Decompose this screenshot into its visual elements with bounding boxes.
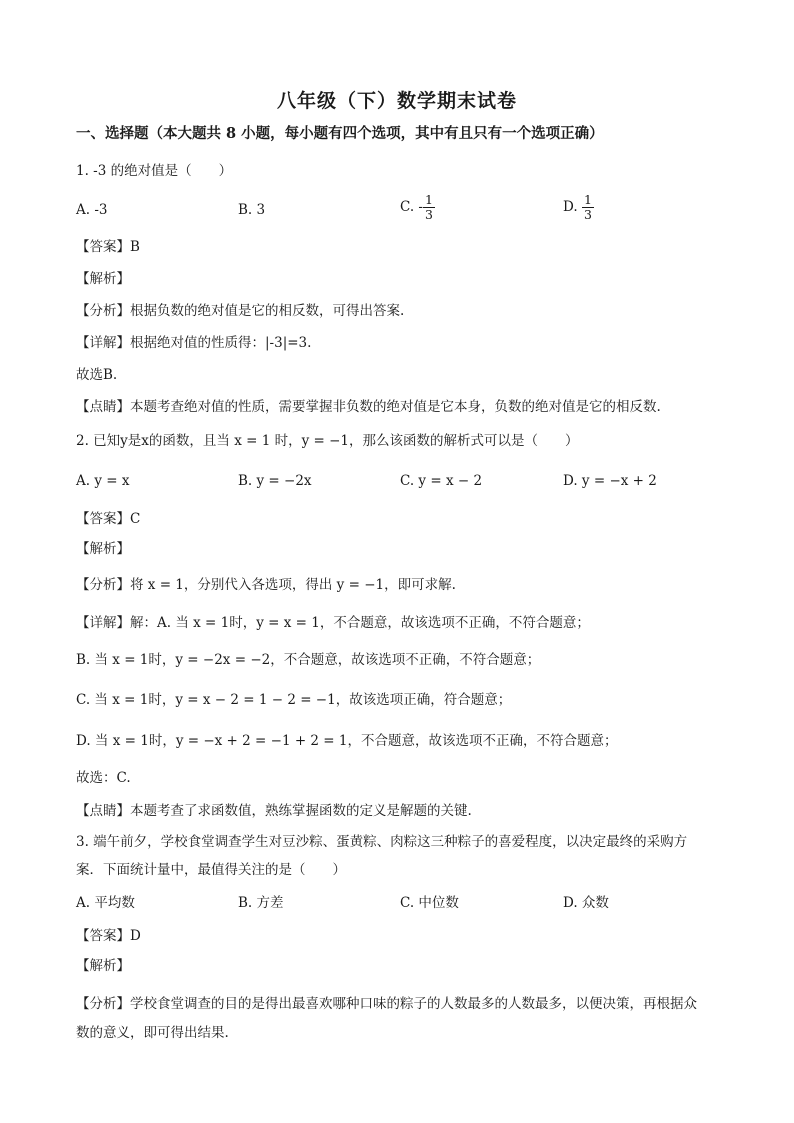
q1-choose: 故选B. — [76, 367, 118, 383]
q1-option-d-prefix: D. — [563, 199, 578, 215]
q2-line-d: D. 当 x = 1时，y = −x + 2 = −1 + 2 = 1，不合题意，故该选项不正确，不符合题意； — [76, 733, 618, 749]
question-1-stem: 1. -3 的绝对值是（ ） — [76, 163, 233, 179]
page-title: 八年级（下）数学期末试卷 — [276, 90, 517, 112]
q2-dianjing: 【点睛】本题考查了求函数值，熟练掌握函数的定义是解题的关键. — [76, 803, 472, 819]
q1-option-b: B. 3 — [238, 202, 266, 218]
q3-option-a: A. 平均数 — [76, 895, 135, 911]
q2-answer: 【答案】C — [76, 511, 141, 527]
q2-xiangjie: 【详解】解：A. 当 x = 1时，y = x = 1，不合题意，故该选项不正确，不符合题意； — [76, 615, 590, 631]
fraction-denominator: 3 — [425, 207, 433, 222]
question-2-stem: 2. 已知y是x的函数，且当 x = 1 时，y = −1，那么该函数的解析式可以是（ ） — [76, 433, 579, 449]
q2-choose: 故选：C. — [76, 770, 131, 786]
fraction-numerator: 1 — [583, 192, 592, 207]
question-3-stem-line1: 3. 端午前夕，学校食堂调查学生对豆沙粽、蛋黄粽、肉粽这三种粽子的喜爱程度，以决定最终的采购方 — [76, 834, 688, 850]
q2-option-b: B. y = −2x — [238, 473, 312, 489]
fraction-numerator: 1 — [425, 192, 433, 207]
q1-option-c-fraction — [423, 193, 435, 222]
q1-answer: 【答案】B — [76, 239, 140, 255]
q3-option-b: B. 方差 — [238, 895, 284, 911]
q2-line-b: B. 当 x = 1时，y = −2x = −2，不合题意，故该选项不正确，不符合题意； — [76, 652, 541, 668]
section-heading: 一、选择题（本大题共 8 小题，每小题有四个选项，其中有且只有一个选项正确） — [76, 125, 604, 142]
q1-dianjing: 【点睛】本题考查绝对值的性质，需要掌握非负数的绝对值是它本身，负数的绝对值是它的相反数. — [76, 399, 661, 415]
q3-analysis-label: 【解析】 — [76, 958, 130, 974]
q2-fenxi: 【分析】将 x = 1，分别代入各选项，得出 y = −1，即可求解. — [76, 577, 456, 593]
question-3-stem-line2: 案．下面统计量中，最值得关注的是（ ） — [76, 862, 346, 878]
q1-analysis-label: 【解析】 — [76, 271, 130, 287]
q2-line-c: C. 当 x = 1时，y = x − 2 = 1 − 2 = −1，故该选项正确，符合题意； — [76, 692, 512, 708]
q2-analysis-label: 【解析】 — [76, 541, 130, 557]
q1-option-d-fraction — [582, 193, 594, 222]
q1-xiangjie: 【详解】根据绝对值的性质得：|-3|=3. — [76, 335, 312, 351]
q3-option-d: D. 众数 — [563, 895, 609, 911]
q3-fenxi-line1: 【分析】学校食堂调查的目的是得出最喜欢哪种口味的粽子的人数最多的人数最多，以便决策，再根据众 — [76, 996, 697, 1012]
q2-option-c: C. y = x − 2 — [400, 473, 483, 489]
q2-option-a: A. y = x — [76, 473, 130, 489]
q1-fenxi: 【分析】根据负数的绝对值是它的相反数，可得出答案. — [76, 303, 405, 319]
q3-fenxi-line2: 数的意义，即可得出结果. — [76, 1025, 229, 1041]
fraction-denominator: 3 — [583, 207, 592, 222]
q1-option-a: A. -3 — [76, 202, 108, 218]
q1-option-c — [400, 193, 435, 222]
q3-option-c: C. 中位数 — [400, 895, 459, 911]
q2-option-d: D. y = −x + 2 — [563, 473, 657, 489]
q1-option-c-prefix: C. - — [400, 199, 423, 215]
q1-option-d — [563, 193, 594, 222]
q3-answer: 【答案】D — [76, 928, 141, 944]
